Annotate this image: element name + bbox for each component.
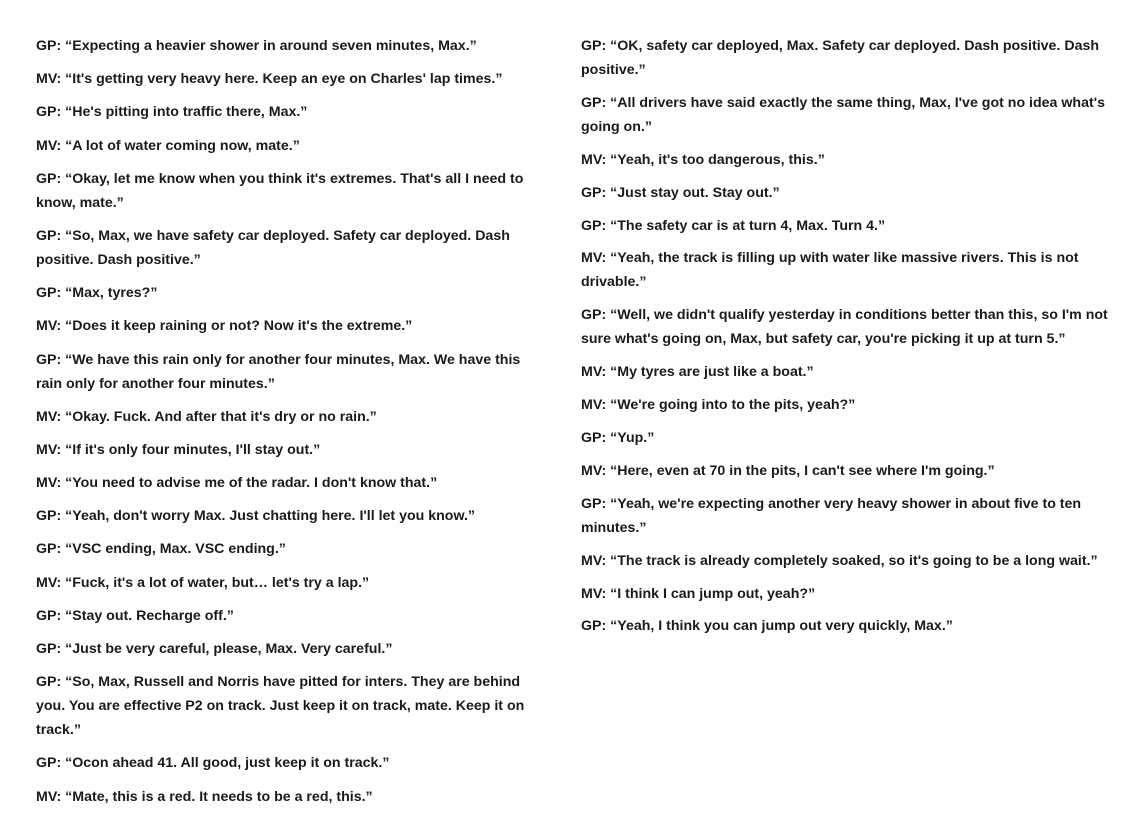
transcript-line: GP: “Just be very careful, please, Max. Very careful.” bbox=[36, 641, 393, 657]
transcript-line: GP: “VSC ending, Max. VSC ending.” bbox=[36, 541, 286, 558]
transcript-line: MV: “Fuck, it's a lot of water, but… let's try a lap.” bbox=[36, 574, 370, 591]
transcript-line: GP: “We have this rain only for another four minutes, Max. We have this rain only for another four minutes.” bbox=[36, 351, 521, 392]
transcript-line: MV: “If it's only four minutes, I'll stay out.” bbox=[36, 441, 321, 458]
transcript-line: GP: “He's pitting into traffic there, Max.” bbox=[36, 104, 308, 121]
transcript-line: MV: “Mate, this is a red. It needs to be a red, this.” bbox=[36, 788, 373, 805]
transcript-line: GP: “Yeah, don't worry Max. Just chatting here. I'll let you know.” bbox=[36, 508, 476, 525]
transcript-line: MV: “Yeah, it's too dangerous, this.” bbox=[581, 151, 825, 168]
transcript-line: GP: “Yeah, we're expecting another very heavy shower in about five to ten minutes.” bbox=[581, 495, 1082, 536]
transcript-line: GP: “So, Max, Russell and Norris have pitted for inters. They are behind you. You are effective P2 on track. Just keep it on track, mate. Keep it on track.” bbox=[36, 674, 525, 739]
transcript-line: MV: “The track is already completely soaked, so it's going to be a long wait.” bbox=[581, 552, 1098, 569]
transcript-left-column bbox=[36, 34, 536, 818]
transcript-line: GP: “Stay out. Recharge off.” bbox=[36, 607, 234, 624]
transcript-line: GP: “So, Max, we have safety car deployed. Safety car deployed. Dash positive. Dash positive.” bbox=[36, 227, 510, 268]
transcript-line: GP: “Okay, let me know when you think it's extremes. That's all I need to know, mate.” bbox=[36, 170, 524, 211]
transcript-line: MV: “You need to advise me of the radar. I don't know that.” bbox=[36, 475, 438, 492]
transcript-line: GP: “Yeah, I think you can jump out very quickly, Max.” bbox=[581, 618, 953, 635]
transcript-right-column bbox=[581, 34, 1121, 647]
transcript-line: GP: “Max, tyres?” bbox=[36, 285, 158, 302]
transcript-line: MV: “My tyres are just like a boat.” bbox=[581, 364, 814, 381]
transcript-line: GP: “Yup.” bbox=[581, 430, 655, 447]
transcript-line: MV: “Yeah, the track is filling up with water like massive rivers. This is not drivable.” bbox=[581, 250, 1079, 291]
transcript-line: MV: “A lot of water coming now, mate.” bbox=[36, 137, 300, 154]
transcript-line: GP: “Just stay out. Stay out.” bbox=[581, 184, 780, 201]
transcript-line: GP: “All drivers have said exactly the same thing, Max, I've got no idea what's going on.” bbox=[581, 94, 1105, 135]
transcript-line: MV: “Does it keep raining or not? Now it's the extreme.” bbox=[36, 318, 413, 335]
transcript-line: GP: “OK, safety car deployed, Max. Safety car deployed. Dash positive. Dash positive.” bbox=[581, 38, 1100, 78]
transcript-line: MV: “It's getting very heavy here. Keep an eye on Charles' lap times.” bbox=[36, 71, 503, 88]
transcript-line: GP: “The safety car is at turn 4, Max. Turn 4.” bbox=[581, 217, 886, 234]
transcript-line: GP: “Well, we didn't qualify yesterday in conditions better than this, so I'm not sure what's going on, Max, but safety car, you're picking it up at turn 5.” bbox=[581, 307, 1108, 348]
transcript-line: MV: “We're going into to the pits, yeah?” bbox=[581, 397, 856, 414]
transcript-line: GP: “Expecting a heavier shower in around seven minutes, Max.” bbox=[36, 38, 477, 54]
transcript-line: GP: “Ocon ahead 41. All good, just keep it on track.” bbox=[36, 755, 390, 772]
transcript-line: MV: “I think I can jump out, yeah?” bbox=[581, 585, 816, 602]
transcript-line: MV: “Okay. Fuck. And after that it's dry or no rain.” bbox=[36, 408, 377, 425]
transcript-line: MV: “Here, even at 70 in the pits, I can't see where I'm going.” bbox=[581, 462, 995, 479]
